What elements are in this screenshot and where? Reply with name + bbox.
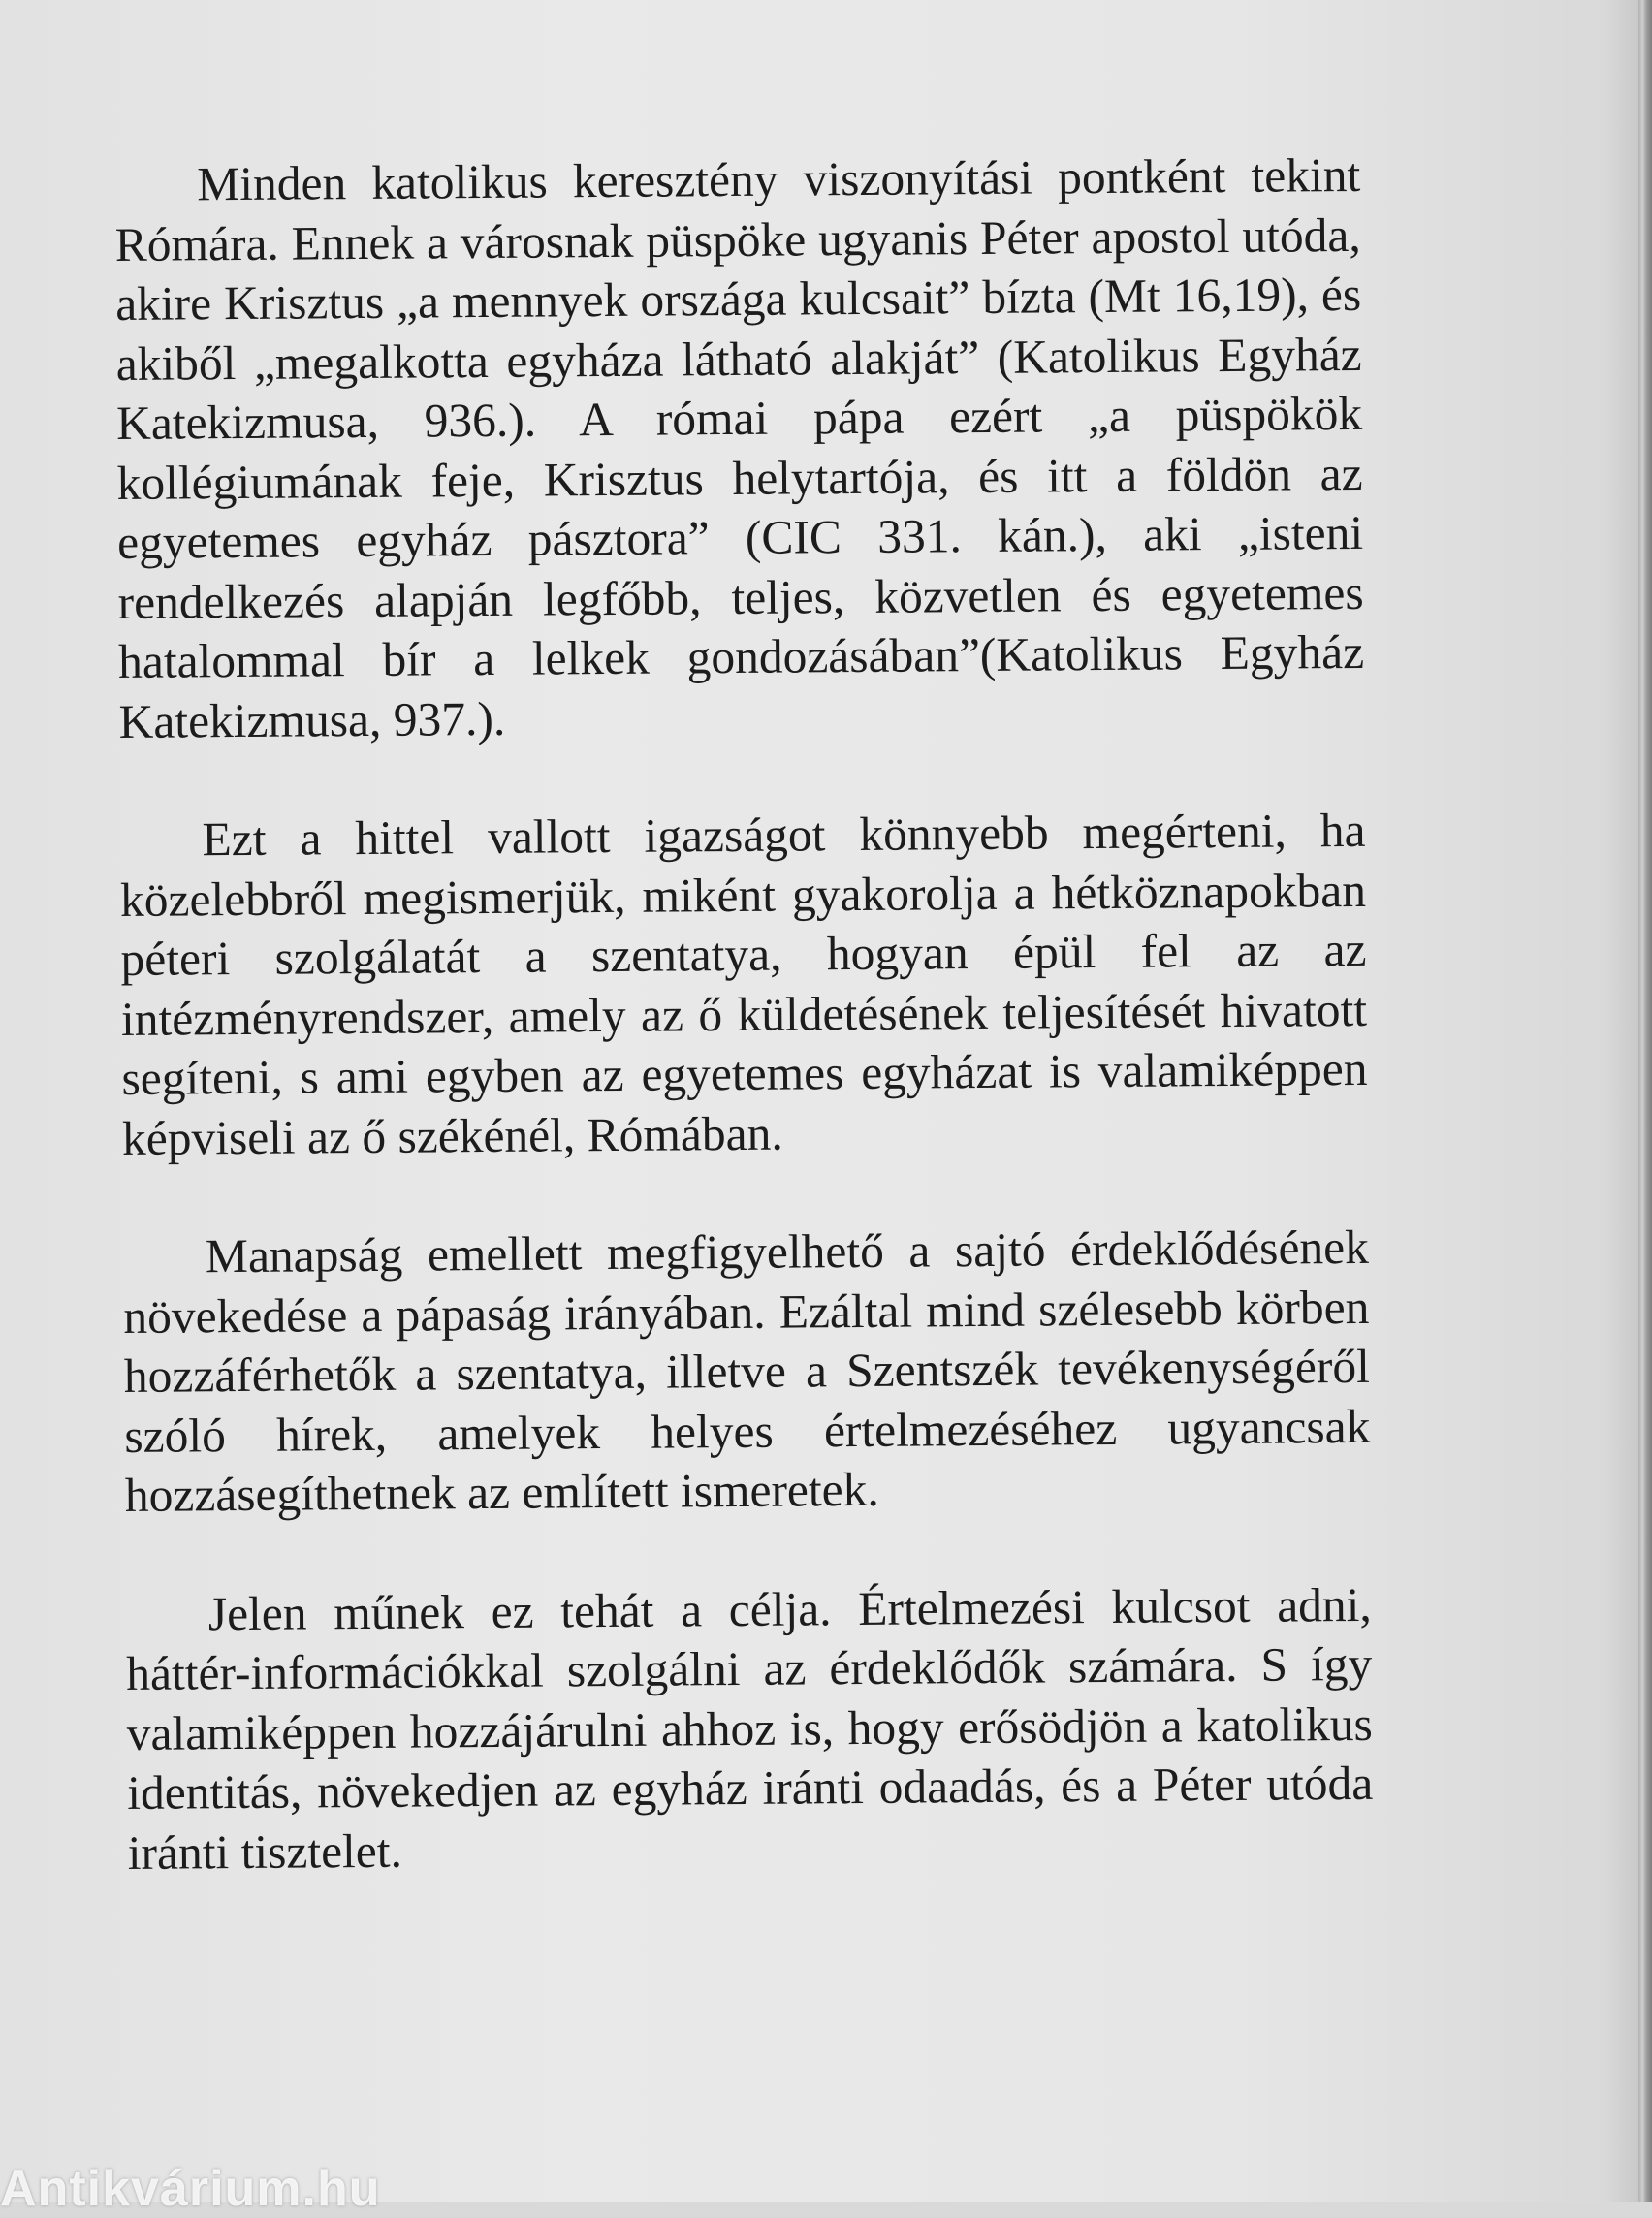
watermark: Antikvárium.hu [0, 2161, 381, 2217]
body-text [114, 145, 1374, 1942]
paragraph-1: Minden katolikus keresztény viszonyítási pontként tekint Rómára. Ennek a városnak püspöke ugyanis Péter apostol utóda, akire Krisztus „a mennyek országa kulcsait” bízta (Mt 16,19), és akiből „megalkotta egyháza látható alakját” (Katolikus Egyház Katekizmusa, 936.). A római pápa ezért „a püspökök kollégiumának feje, Krisztus helytartója, és itt a földön az egyetemes egyház pásztora” (CIC 331. kán.), aki „isteni rendelkezés alapján legfőbb, teljes, közvetlen és egyetemes hatalommal bír a lelkek gondozásában”(Katolikus Egyház Katekizmusa, 937.). [114, 147, 1365, 748]
paragraph-2: Ezt a hittel vallott igazságot könnyebb megérteni, ha közelebbről megismerjük, miként gyakorolja a hétköznapokban péteri szolgálatát a szentatya, hogyan épül fel az az intézményrendszer, amely az ő küldetésének teljesítését hivatott segíteni, s ami egyben az egyetemes egyházat is valamiképpen képviseli az ő székénél, Rómában. [119, 803, 1368, 1165]
paragraph-3: Manapság emellett megfigyelhető a sajtó érdeklődésének növekedése a pápaság irányában. Ezáltal mind szélesebb körben hozzáférhetők a szentatya, illetve a Szentszék tevékenységéről szóló hírek, amelyek helyes értelmezéséhez ugyancsak hozzásegíthetnek az említett ismeretek. [123, 1220, 1371, 1522]
page-edge [1638, 0, 1652, 2202]
paragraph-4: Jelen műnek ez tehát a célja. Értelmezési kulcsot adni, háttér-információkkal szolgálni az érdeklődők számára. S így valamiképpen hozzájárulni ahhoz is, hogy erősödjön a katolikus identitás, növekedjen az egyház iránti odaadás, és a Péter utóda iránti tisztelet. [126, 1577, 1374, 1880]
page-gutter-shadow [1604, 0, 1638, 2202]
